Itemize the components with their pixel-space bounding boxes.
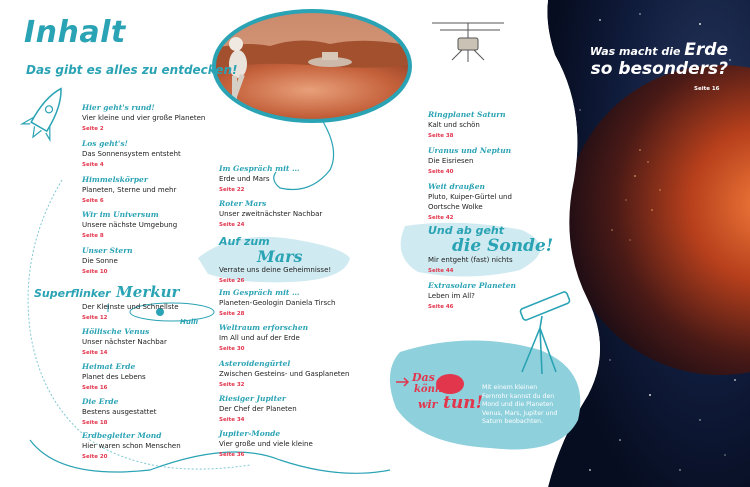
entry-page: Seite 30 [219,346,245,352]
entry-description: Die Eisriesen [428,157,474,165]
huiii-label: Huiii [180,318,199,326]
entry-page: Seite 24 [219,222,245,228]
entry-page: Seite 6 [82,198,104,204]
toc-entry[interactable] [428,281,578,313]
toc-entry[interactable] [219,359,369,391]
toc-entry[interactable] [82,139,232,171]
toc-entry[interactable] [428,182,578,224]
entry-heading: Roter Mars [219,199,267,208]
entry-page: Seite 42 [428,215,454,221]
entry-heading-large: Merkur [116,283,180,301]
diy-label-line: tun! [443,393,484,413]
entry-description: Vier große und viele kleine [219,440,313,448]
entry-description: Der Chef der Planeten [219,405,297,413]
entry-description: Leben im All? [428,292,475,300]
entry-page: Seite 12 [82,315,108,321]
entry-heading: Höllische Venus [82,327,150,336]
toc-entry[interactable] [82,175,232,207]
toc-entry[interactable] [219,429,369,461]
entry-description: Erde und Mars [219,175,270,183]
diy-text: Mit einem kleinen Fernrohr kannst du den Mond und die Planeten Venus, Mars, Jupiter und Saturn beobachten. [482,384,558,425]
toc-entry[interactable] [82,362,232,394]
entry-page: Seite 8 [82,233,104,239]
entry-description: Hier waren schon Menschen [82,442,181,450]
entry-page: Seite 46 [428,304,454,310]
entry-page: Seite 20 [82,454,108,460]
entry-heading: Uranus und Neptun [428,146,512,155]
entry-page: Seite 44 [428,268,454,274]
entry-description: Das Sonnensystem entsteht [82,150,181,158]
entry-description: Unsere nächste Umgebung [82,221,178,229]
entry-heading: Riesiger Jupiter [219,394,286,403]
entry-heading: Heimat Erde [82,362,136,371]
page-subtitle: Das gibt es alles zu entdecken! [26,63,238,77]
entry-page: Seite 40 [428,169,454,175]
entry-description: Verrate uns deine Geheimnisse! [219,266,332,274]
entry-heading-small: Superflinker [34,287,111,300]
entry-description: Pluto, Kuiper-Gürtel und Oortsche Wolke [428,193,512,211]
entry-description: Unser zweitnächster Nachbar [219,210,323,218]
diy-label [392,372,483,413]
entry-heading-small: Auf zum [219,235,270,248]
entry-heading: Asteroidengürtel [219,359,291,368]
right-heading-line2: so besonders? [590,59,728,79]
entry-page: Seite 4 [82,162,104,168]
toc-entry[interactable] [82,431,232,463]
toc-entry[interactable] [219,323,369,355]
toc-entry[interactable] [428,110,578,142]
toc-entry[interactable] [219,199,369,231]
entry-heading: Im Gespräch mit … [219,164,300,173]
page-title: Inhalt [24,15,126,50]
entry-heading: Los geht's! [82,139,128,148]
entry-heading: Weit draußen [428,182,485,191]
right-page-heading [560,40,728,78]
diy-label-line: Das [412,371,435,384]
entry-heading: Im Gespräch mit … [219,288,300,297]
entry-description: Zwischen Gesteins- und Gasplaneten [219,370,350,378]
entry-heading: Unser Stern [82,246,133,255]
entry-heading: Ringplanet Saturn [428,110,506,119]
entry-heading: Die Erde [82,397,119,406]
entry-page: Seite 10 [82,269,108,275]
toc-entry-feature[interactable] [428,224,568,277]
entry-description: Vier kleine und vier große Planeten [82,114,206,122]
entry-page: Seite 34 [219,417,245,423]
entry-heading: Himmelskörper [82,175,148,184]
toc-entry[interactable] [219,288,369,320]
entry-page: Seite 18 [82,420,108,426]
entry-heading: Extrasolare Planeten [428,281,516,290]
entry-heading: Weltraum erforschen [219,323,309,332]
entry-description: Planeten-Geologin Daniela Tirsch [219,299,336,307]
entry-heading: Erdbegleiter Mond [82,431,162,440]
entry-description: Planeten, Sterne und mehr [82,186,177,194]
entry-page: Seite 32 [219,382,245,388]
entry-heading: Wir im Universum [82,210,159,219]
entry-description: Planet des Lebens [82,373,146,381]
toc-entry[interactable] [219,394,369,426]
right-page-number: Seite 16 [694,86,720,92]
toc-entry[interactable] [82,397,232,429]
toc-entry-feature[interactable] [34,284,204,324]
entry-heading-large: Mars [257,247,303,266]
entry-heading: Jupiter-Monde [219,429,281,438]
entry-heading-large: die Sonde! [452,236,554,256]
toc-entry[interactable] [82,246,232,278]
entry-page: Seite 28 [219,311,245,317]
toc-entry[interactable] [428,146,578,178]
toc-entry[interactable] [82,103,232,135]
diy-label-line: wir [418,398,438,411]
entry-page: Seite 26 [219,278,245,284]
toc-entry[interactable] [82,327,232,359]
entry-page: Seite 14 [82,350,108,356]
entry-page: Seite 38 [428,133,454,139]
entry-heading-small: Und ab geht [428,224,505,237]
right-heading-erde: Erde [684,40,728,60]
entry-description: Kalt und schön [428,121,480,129]
entry-description: Die Sonne [82,257,118,265]
entry-description: Der Kleinste und Schnellste [82,303,179,311]
toc-entry[interactable] [219,164,369,196]
entry-page: Seite 2 [82,126,104,132]
diy-label-line: können [414,384,456,395]
right-heading-line1: Was macht die [589,45,681,58]
entry-heading: Hier geht's rund! [82,103,155,112]
toc-entry[interactable] [82,210,232,242]
entry-page: Seite 16 [82,385,108,391]
entry-description: Bestens ausgestattet [82,408,157,416]
entry-description: Mir entgeht (fast) nichts [428,256,513,264]
toc-entry-feature[interactable] [219,232,389,287]
entry-page: Seite 36 [219,452,245,458]
entry-description: Unser nächster Nachbar [82,338,167,346]
entry-page: Seite 22 [219,187,245,193]
entry-description: Im All und auf der Erde [219,334,300,342]
